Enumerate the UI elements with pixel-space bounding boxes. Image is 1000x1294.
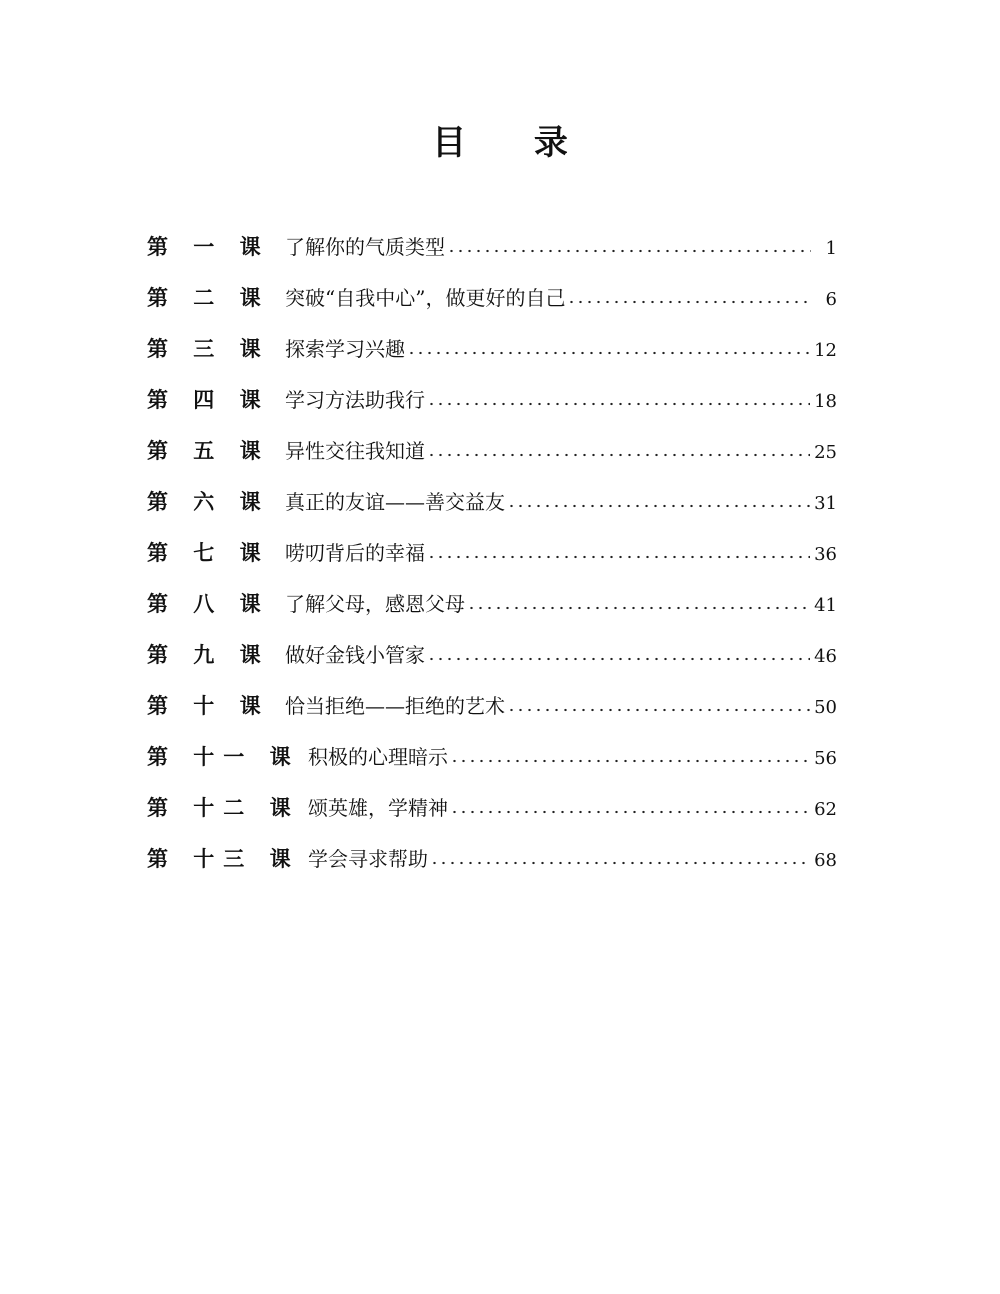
toc-entry[interactable] (147, 220, 837, 271)
lesson-title: 探索学习兴趣 (285, 337, 405, 361)
page-number: 18 (814, 391, 837, 412)
lesson-title: 恰当拒绝——拒绝的艺术 (285, 694, 505, 718)
toc-entry[interactable] (147, 424, 837, 475)
toc-entry[interactable] (147, 628, 837, 679)
lesson-label: 第 十三 课 (147, 846, 300, 871)
lesson-title: 突破“自我中心”，做更好的自己 (285, 286, 566, 310)
lesson-label: 第 五 课 (147, 438, 270, 463)
page-number: 31 (814, 493, 837, 514)
toc-entry[interactable] (147, 832, 837, 883)
lesson-label: 第 七 课 (147, 540, 270, 565)
dot-leader (450, 759, 810, 763)
dot-leader (567, 300, 811, 304)
lesson-label: 第 八 课 (147, 591, 270, 616)
dot-leader (427, 555, 810, 559)
toc-entry[interactable] (147, 679, 837, 730)
lesson-title: 做好金钱小管家 (285, 643, 425, 667)
toc-entry[interactable] (147, 730, 837, 781)
dot-leader (427, 402, 810, 406)
lesson-title: 积极的心理暗示 (308, 745, 448, 769)
lesson-title: 学会寻求帮助 (308, 847, 428, 871)
page-title: 目 录 (432, 123, 596, 163)
lesson-title: 了解你的气质类型 (285, 235, 445, 259)
lesson-label: 第 十一 课 (147, 744, 300, 769)
lesson-label: 第 十二 课 (147, 795, 300, 820)
lesson-title: 学习方法助我行 (285, 388, 425, 412)
toc-entry[interactable] (147, 526, 837, 577)
table-of-contents (147, 220, 837, 883)
lesson-label: 第 六 课 (147, 489, 270, 514)
page-number: 36 (814, 544, 837, 565)
dot-leader (467, 606, 810, 610)
page-number: 6 (825, 289, 837, 310)
dot-leader (430, 861, 810, 865)
dot-leader (507, 708, 810, 712)
page-number: 56 (814, 748, 837, 769)
dot-leader (450, 810, 810, 814)
toc-entry[interactable] (147, 271, 837, 322)
page-number: 68 (814, 850, 837, 871)
toc-entry[interactable] (147, 475, 837, 526)
lesson-label: 第 九 课 (147, 642, 270, 667)
dot-leader (427, 453, 810, 457)
toc-entry[interactable] (147, 322, 837, 373)
lesson-label: 第 一 课 (147, 234, 270, 259)
lesson-label: 第 十 课 (147, 693, 270, 718)
page-number: 25 (814, 442, 837, 463)
dot-leader (427, 657, 810, 661)
page-number: 62 (814, 799, 837, 820)
toc-entry[interactable] (147, 373, 837, 424)
page-number: 12 (814, 340, 837, 361)
dot-leader (507, 504, 810, 508)
page-number: 46 (814, 646, 837, 667)
lesson-label: 第 三 课 (147, 336, 270, 361)
toc-entry[interactable] (147, 577, 837, 628)
lesson-title: 异性交往我知道 (285, 439, 425, 463)
lesson-label: 第 四 课 (147, 387, 270, 412)
dot-leader (407, 351, 810, 355)
lesson-title: 真正的友谊——善交益友 (285, 490, 505, 514)
toc-entry[interactable] (147, 781, 837, 832)
page-number: 50 (814, 697, 837, 718)
lesson-title: 了解父母，感恩父母 (285, 592, 465, 616)
lesson-title: 唠叨背后的幸福 (285, 541, 425, 565)
page-number: 41 (814, 595, 837, 616)
page-number: 1 (825, 238, 837, 259)
lesson-title: 颂英雄，学精神 (308, 796, 448, 820)
dot-leader (447, 249, 811, 253)
lesson-label: 第 二 课 (147, 285, 270, 310)
